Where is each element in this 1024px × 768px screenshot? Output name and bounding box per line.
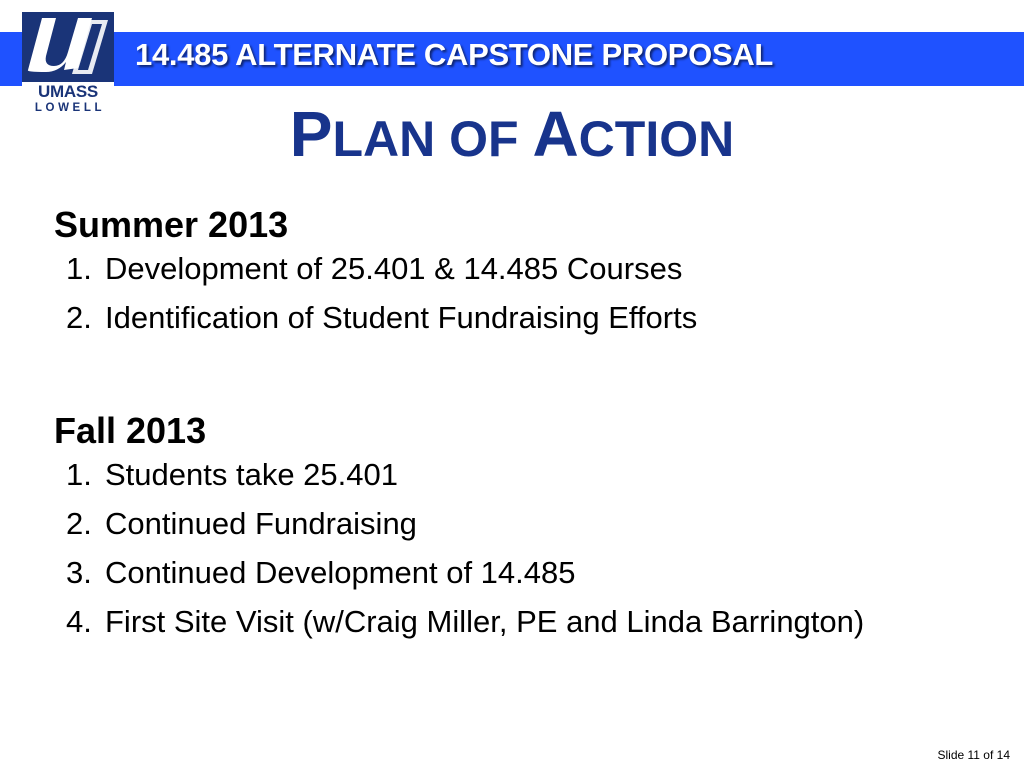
summer-task-list (54, 250, 974, 337)
slide-title-part: CTION (578, 111, 735, 167)
list-item-text: Development of 25.401 & 14.485 Courses (105, 251, 683, 286)
list-item (54, 456, 974, 494)
slide-title (0, 98, 1024, 170)
list-item-text: Continued Development of 14.485 (105, 555, 576, 590)
list-item (54, 554, 974, 592)
logo-lowell-text: LOWELL (34, 102, 106, 114)
logo-umass-text: UMASS (38, 82, 98, 101)
list-item-number: 2. (66, 506, 92, 541)
slide-content (54, 200, 974, 652)
header-title: 14.485 ALTERNATE CAPSTONE PROPOSAL (135, 37, 774, 72)
list-item (54, 250, 974, 288)
list-item-number: 2. (66, 300, 92, 335)
list-item-number: 1. (66, 457, 92, 492)
section-heading-summer: Summer 2013 (54, 204, 289, 245)
slide-title-part: A (532, 98, 579, 170)
list-item-text: First Site Visit (w/Craig Miller, PE and Linda Barrington) (105, 604, 865, 639)
list-item (54, 505, 974, 543)
list-item-number: 3. (66, 555, 92, 590)
section-spacer (54, 348, 974, 406)
list-item (54, 603, 974, 641)
list-item-text: Continued Fundraising (105, 506, 417, 541)
fall-task-list (54, 456, 974, 641)
slide-title-part: P (289, 98, 333, 170)
slide-number: Slide 11 of 14 (937, 748, 1010, 762)
list-item-number: 4. (66, 604, 92, 639)
list-item-text: Students take 25.401 (105, 457, 399, 492)
section-heading-fall: Fall 2013 (54, 410, 207, 451)
umass-emblem-icon (22, 12, 114, 82)
slide-title-part: LAN OF (332, 111, 533, 167)
list-item (54, 299, 974, 337)
list-item-number: 1. (66, 251, 92, 286)
umass-lowell-logo (22, 12, 114, 116)
list-item-text: Identification of Student Fundraising Efforts (105, 300, 698, 335)
